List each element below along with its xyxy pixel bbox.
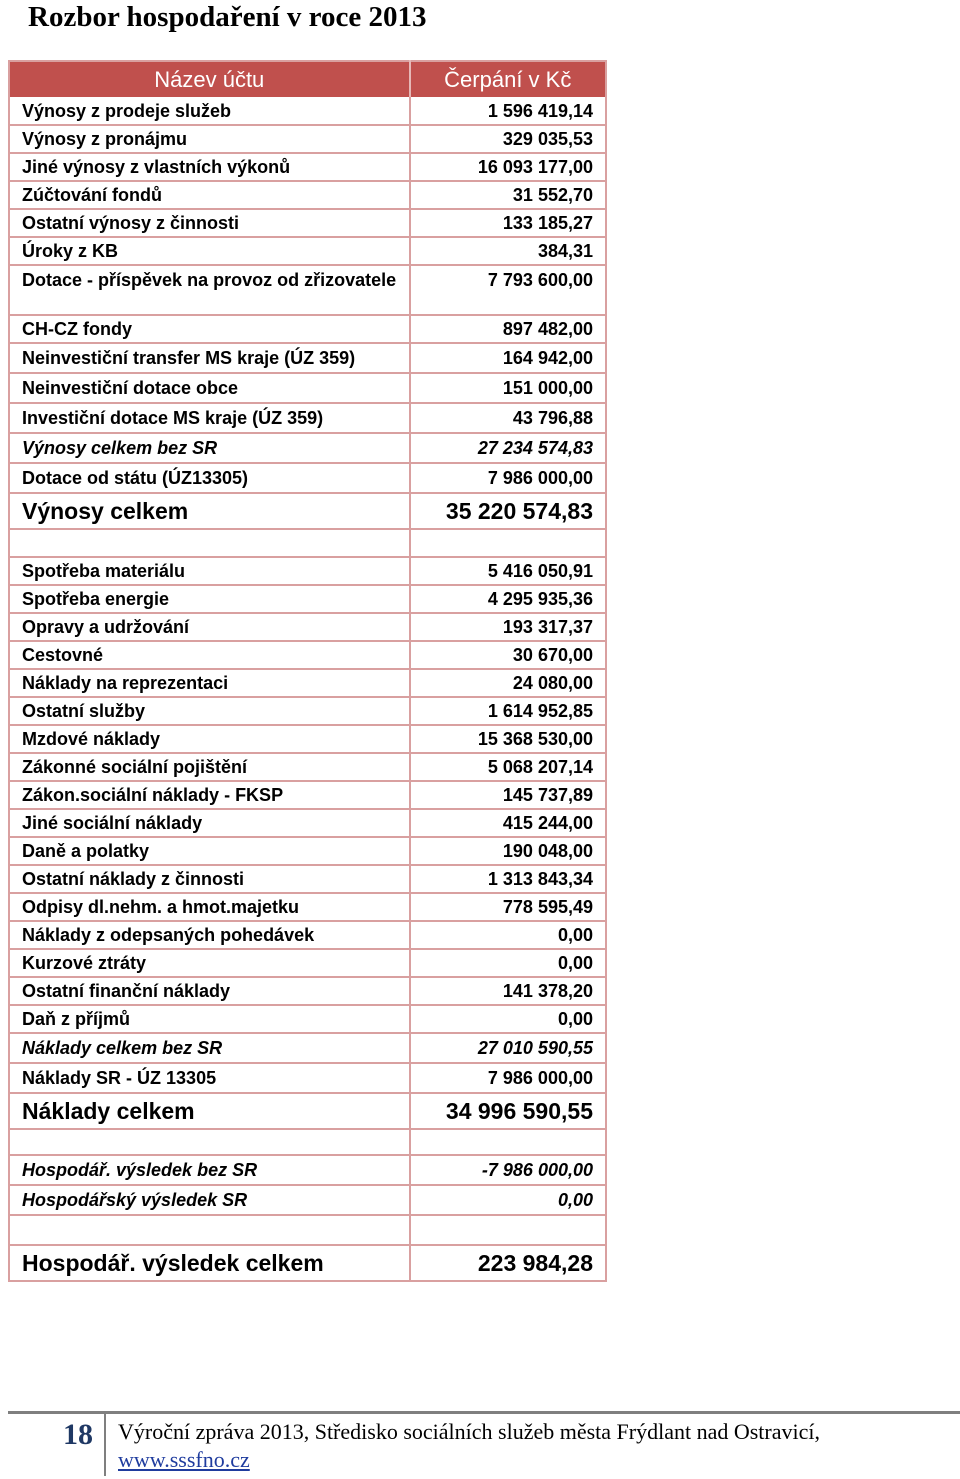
row-value: 0,00	[410, 949, 606, 977]
footer-divider	[8, 1411, 960, 1414]
row-value: 190 048,00	[410, 837, 606, 865]
row-value: 141 378,20	[410, 977, 606, 1005]
subtotal-row	[9, 433, 606, 463]
grand-total-row	[9, 1245, 606, 1281]
table-row	[9, 209, 606, 237]
spacer-row	[9, 1215, 606, 1245]
table-row	[9, 865, 606, 893]
row-value: 35 220 574,83	[410, 493, 606, 529]
row-value: 15 368 530,00	[410, 725, 606, 753]
page-number-divider	[104, 1414, 106, 1476]
table-row	[9, 725, 606, 753]
table-row	[9, 1005, 606, 1033]
page-number: 18	[63, 1418, 93, 1451]
row-name: Spotřeba materiálu	[9, 557, 410, 585]
table-row	[9, 781, 606, 809]
row-value: 1 596 419,14	[410, 97, 606, 125]
table-row	[9, 125, 606, 153]
spacer-row	[9, 1129, 606, 1155]
table-row	[9, 1063, 606, 1093]
table-row	[9, 373, 606, 403]
table-row	[9, 809, 606, 837]
footer-text-block	[118, 1418, 820, 1474]
row-value	[410, 529, 606, 557]
row-name: Výnosy z pronájmu	[9, 125, 410, 153]
table-row	[9, 463, 606, 493]
row-name: Zákonné sociální pojištění	[9, 753, 410, 781]
row-value: 24 080,00	[410, 669, 606, 697]
row-value: 0,00	[410, 1005, 606, 1033]
row-name: Ostatní výnosy z činnosti	[9, 209, 410, 237]
row-value: 415 244,00	[410, 809, 606, 837]
row-value: 5 068 207,14	[410, 753, 606, 781]
row-name: Výnosy celkem bez SR	[9, 433, 410, 463]
row-name: Neinvestiční dotace obce	[9, 373, 410, 403]
row-value: 0,00	[410, 1185, 606, 1215]
row-name: Opravy a udržování	[9, 613, 410, 641]
row-value: 7 793 600,00	[410, 265, 606, 315]
column-header-name: Název účtu	[9, 61, 410, 97]
table-row	[9, 753, 606, 781]
column-header-value: Čerpání v Kč	[410, 61, 606, 97]
row-name: Zákon.sociální náklady - FKSP	[9, 781, 410, 809]
result-row	[9, 1185, 606, 1215]
row-value: -7 986 000,00	[410, 1155, 606, 1185]
total-row	[9, 493, 606, 529]
total-row	[9, 1093, 606, 1129]
website-link[interactable]: www.sssfno.cz	[118, 1447, 250, 1472]
row-name: Jiné sociální náklady	[9, 809, 410, 837]
table-row	[9, 977, 606, 1005]
table-row	[9, 613, 606, 641]
row-value: 4 295 935,36	[410, 585, 606, 613]
row-value: 151 000,00	[410, 373, 606, 403]
row-name: Náklady z odepsaných pohedávek	[9, 921, 410, 949]
row-value: 43 796,88	[410, 403, 606, 433]
row-name: Jiné výnosy z vlastních výkonů	[9, 153, 410, 181]
table-row	[9, 837, 606, 865]
row-name: Odpisy dl.nehm. a hmot.majetku	[9, 893, 410, 921]
row-value: 16 093 177,00	[410, 153, 606, 181]
table-row	[9, 181, 606, 209]
table-row	[9, 343, 606, 373]
row-value: 223 984,28	[410, 1245, 606, 1281]
row-value: 5 416 050,91	[410, 557, 606, 585]
row-name: Spotřeba energie	[9, 585, 410, 613]
row-value: 34 996 590,55	[410, 1093, 606, 1129]
row-value: 7 986 000,00	[410, 1063, 606, 1093]
row-value: 27 010 590,55	[410, 1033, 606, 1063]
result-row	[9, 1155, 606, 1185]
table-row	[9, 585, 606, 613]
table-row	[9, 641, 606, 669]
table-row	[9, 153, 606, 181]
row-name: Dotace - příspěvek na provoz od zřizovatele	[9, 265, 410, 315]
row-value: 30 670,00	[410, 641, 606, 669]
table-row	[9, 97, 606, 125]
table-header-row	[9, 61, 606, 97]
row-name: Hospodář. výsledek bez SR	[9, 1155, 410, 1185]
table-row	[9, 237, 606, 265]
footer-caption: Výroční zpráva 2013, Středisko sociálních služeb města Frýdlant nad Ostravicí,	[118, 1419, 820, 1444]
row-value	[410, 1215, 606, 1245]
row-name: Neinvestiční transfer MS kraje (ÚZ 359)	[9, 343, 410, 373]
row-name: Kurzové ztráty	[9, 949, 410, 977]
table-row	[9, 893, 606, 921]
table-row	[9, 697, 606, 725]
row-name: Ostatní finanční náklady	[9, 977, 410, 1005]
table-row	[9, 949, 606, 977]
row-name: Hospodář. výsledek celkem	[9, 1245, 410, 1281]
row-name: Hospodářský výsledek SR	[9, 1185, 410, 1215]
row-value: 0,00	[410, 921, 606, 949]
spacer-row	[9, 529, 606, 557]
table-row	[9, 315, 606, 343]
row-name: Daň z příjmů	[9, 1005, 410, 1033]
row-value: 778 595,49	[410, 893, 606, 921]
row-value: 897 482,00	[410, 315, 606, 343]
row-name: Mzdové náklady	[9, 725, 410, 753]
row-name	[9, 1129, 410, 1155]
row-value: 145 737,89	[410, 781, 606, 809]
table-row	[9, 557, 606, 585]
row-value: 1 614 952,85	[410, 697, 606, 725]
row-name: Náklady celkem	[9, 1093, 410, 1129]
row-name: Úroky z KB	[9, 237, 410, 265]
table-row	[9, 669, 606, 697]
row-value: 1 313 843,34	[410, 865, 606, 893]
row-name: Náklady SR - ÚZ 13305	[9, 1063, 410, 1093]
row-name: Náklady celkem bez SR	[9, 1033, 410, 1063]
row-value: 133 185,27	[410, 209, 606, 237]
row-value: 193 317,37	[410, 613, 606, 641]
row-value: 384,31	[410, 237, 606, 265]
row-value: 329 035,53	[410, 125, 606, 153]
row-name: Zúčtování fondů	[9, 181, 410, 209]
row-name: Náklady na reprezentaci	[9, 669, 410, 697]
row-name: Výnosy celkem	[9, 493, 410, 529]
row-name: Ostatní náklady z činnosti	[9, 865, 410, 893]
row-name: Dotace od státu (ÚZ13305)	[9, 463, 410, 493]
table-row	[9, 265, 606, 315]
row-value: 27 234 574,83	[410, 433, 606, 463]
subtotal-row	[9, 1033, 606, 1063]
row-name: Investiční dotace MS kraje (ÚZ 359)	[9, 403, 410, 433]
page-title: Rozbor hospodaření v roce 2013	[28, 1, 427, 33]
table-row	[9, 403, 606, 433]
row-value	[410, 1129, 606, 1155]
row-name	[9, 1215, 410, 1245]
row-value: 31 552,70	[410, 181, 606, 209]
row-name: Výnosy z prodeje služeb	[9, 97, 410, 125]
row-name: Cestovné	[9, 641, 410, 669]
table-row	[9, 921, 606, 949]
row-value: 7 986 000,00	[410, 463, 606, 493]
financial-table	[8, 60, 607, 1282]
row-name	[9, 529, 410, 557]
row-name: Daně a polatky	[9, 837, 410, 865]
row-value: 164 942,00	[410, 343, 606, 373]
row-name: Ostatní služby	[9, 697, 410, 725]
row-name: CH-CZ fondy	[9, 315, 410, 343]
